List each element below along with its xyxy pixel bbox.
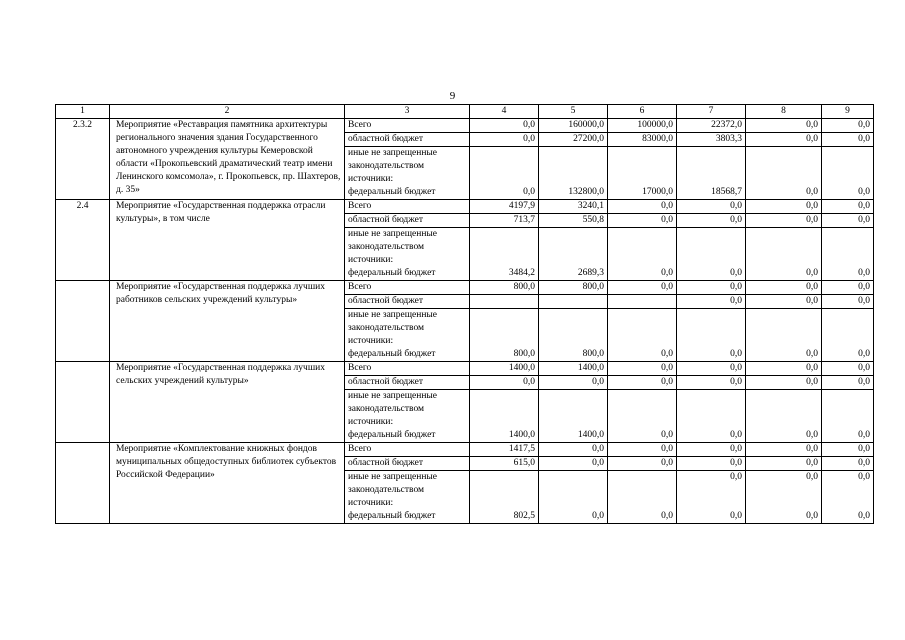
- funding-source: Всего: [345, 200, 470, 214]
- item-description: Мероприятие «Государственная поддержка отрасли культуры», в том числе: [110, 200, 345, 281]
- amount-cell: 802,5: [470, 471, 539, 524]
- amount-cell: 0,0: [822, 200, 874, 214]
- amount-cell: 0,0: [608, 362, 677, 376]
- amount-cell: [746, 471, 822, 524]
- item-description: Мероприятие «Государственная поддержка лучших сельских учреждений культуры»: [110, 362, 345, 443]
- amount-cell: 0,0: [746, 295, 822, 309]
- amount-cell: 0,0: [470, 147, 539, 200]
- amount-cell: 0,0: [822, 309, 874, 362]
- funding-source-line: законодательством: [348, 323, 425, 333]
- funding-source: [345, 228, 470, 281]
- amount-cell: 0,0: [539, 471, 608, 524]
- amount-cell: 0,0: [746, 147, 822, 200]
- funding-source-line: источники:: [348, 336, 394, 346]
- amount-cell: 0,0: [822, 295, 874, 309]
- funding-source-line: иные не запрещенные: [348, 472, 438, 482]
- funding-source: Всего: [345, 281, 470, 295]
- amount-cell: 0,0: [608, 376, 677, 390]
- amount-cell: 4197,9: [470, 200, 539, 214]
- funding-source-line: федеральный бюджет: [348, 430, 436, 440]
- amount-cell: 22372,0: [677, 119, 746, 133]
- amount-cell: 0,0: [677, 295, 746, 309]
- amount-cell: [822, 471, 874, 524]
- table-row: [56, 281, 874, 295]
- amount-cell: 27200,0: [539, 133, 608, 147]
- funding-source: Всего: [345, 119, 470, 133]
- amount-cell: 0,0: [470, 119, 539, 133]
- amount-cell: 0,0: [746, 214, 822, 228]
- funding-source-line: федеральный бюджет: [348, 187, 436, 197]
- header-cell: 2: [110, 105, 345, 119]
- amount-cell: 0,0: [539, 443, 608, 457]
- amount-cell: 100000,0: [608, 119, 677, 133]
- funding-source: [345, 309, 470, 362]
- amount-cell-value: 0,0: [858, 511, 870, 521]
- funding-source-line: законодательством: [348, 404, 425, 414]
- amount-cell: 1400,0: [539, 390, 608, 443]
- amount-cell: 0,0: [470, 133, 539, 147]
- header-row: [56, 105, 874, 119]
- item-code: 2.3.2: [56, 119, 110, 200]
- amount-cell: 0,0: [677, 228, 746, 281]
- amount-cell: 0,0: [608, 214, 677, 228]
- amount-cell: 0,0: [677, 200, 746, 214]
- header-cell: 4: [470, 105, 539, 119]
- amount-cell: [677, 471, 746, 524]
- amount-cell: 160000,0: [539, 119, 608, 133]
- funding-source-line: федеральный бюджет: [348, 349, 436, 359]
- amount-cell: 17000,0: [608, 147, 677, 200]
- amount-cell: 132800,0: [539, 147, 608, 200]
- amount-cell-value: 0,0: [806, 511, 818, 521]
- header-cell: 9: [822, 105, 874, 119]
- header-cell: 8: [746, 105, 822, 119]
- item-description: Мероприятие «Государственная поддержка лучших работников сельских учреждений культуры»: [110, 281, 345, 362]
- amount-cell: 0,0: [677, 390, 746, 443]
- funding-source-line: федеральный бюджет: [348, 511, 436, 521]
- amount-cell: 3240,1: [539, 200, 608, 214]
- funding-source: областной бюджет: [345, 295, 470, 309]
- funding-source-line: иные не запрещенные: [348, 391, 438, 401]
- amount-cell: 0,0: [677, 376, 746, 390]
- table-row: [56, 200, 874, 214]
- amount-cell: 0,0: [677, 214, 746, 228]
- amount-cell: [539, 295, 608, 309]
- amount-cell: 0,0: [677, 281, 746, 295]
- amount-cell: 0,0: [822, 133, 874, 147]
- amount-cell: 0,0: [746, 228, 822, 281]
- amount-cell: 800,0: [539, 281, 608, 295]
- funding-source: [345, 471, 470, 524]
- funding-source: областной бюджет: [345, 376, 470, 390]
- amount-cell-value: 0,0: [730, 511, 742, 521]
- amount-cell: 0,0: [822, 281, 874, 295]
- amount-cell: 0,0: [822, 362, 874, 376]
- amount-cell: 0,0: [746, 281, 822, 295]
- amount-cell: 0,0: [746, 133, 822, 147]
- funding-source-line: источники:: [348, 255, 394, 265]
- amount-cell: 0,0: [608, 228, 677, 281]
- amount-cell: 0,0: [677, 443, 746, 457]
- funding-source: областной бюджет: [345, 133, 470, 147]
- amount-cell: 800,0: [470, 309, 539, 362]
- amount-cell: 83000,0: [608, 133, 677, 147]
- table-row: [56, 119, 874, 133]
- amount-cell: 0,0: [822, 390, 874, 443]
- amount-cell: 1400,0: [470, 390, 539, 443]
- amount-cell: 18568,7: [677, 147, 746, 200]
- amount-cell: 0,0: [608, 281, 677, 295]
- item-code: [56, 443, 110, 524]
- item-description: Мероприятие «Реставрация памятника архитектуры регионального значения здания Государственного автономного учреждения культуры Кемеровской области «Прокопьевский драматический театр имени Ленинского комсомола», г. Прокопьевск, пр. Шахтеров, д. 35»: [110, 119, 345, 200]
- funding-source: областной бюджет: [345, 457, 470, 471]
- funding-source-line: законодательством: [348, 242, 425, 252]
- amount-cell: 800,0: [539, 309, 608, 362]
- amount-cell: 0,0: [746, 309, 822, 362]
- amount-cell: 0,0: [608, 390, 677, 443]
- table-row: [56, 362, 874, 376]
- amount-cell: 0,0: [608, 471, 677, 524]
- header-cell: 6: [608, 105, 677, 119]
- funding-source-line: источники:: [348, 498, 394, 508]
- amount-cell: 0,0: [608, 457, 677, 471]
- funding-source: областной бюджет: [345, 214, 470, 228]
- funding-source-line: федеральный бюджет: [348, 268, 436, 278]
- amount-cell: 713,7: [470, 214, 539, 228]
- amount-cell: 0,0: [539, 376, 608, 390]
- amount-cell: 0,0: [677, 457, 746, 471]
- amount-cell: 0,0: [608, 200, 677, 214]
- funding-source-line: иные не запрещенные: [348, 148, 438, 158]
- amount-cell: 3803,3: [677, 133, 746, 147]
- item-code: [56, 281, 110, 362]
- amount-cell: [470, 295, 539, 309]
- funding-source-line: источники:: [348, 174, 394, 184]
- table-row: [56, 443, 874, 457]
- amount-cell: 0,0: [746, 457, 822, 471]
- amount-cell: 0,0: [746, 443, 822, 457]
- amount-cell: 0,0: [822, 228, 874, 281]
- funding-source: Всего: [345, 443, 470, 457]
- amount-cell-top: 0,0: [806, 472, 818, 482]
- amount-cell: 0,0: [822, 457, 874, 471]
- header-cell: 1: [56, 105, 110, 119]
- amount-cell: 0,0: [822, 147, 874, 200]
- amount-cell: 615,0: [470, 457, 539, 471]
- item-code: [56, 362, 110, 443]
- amount-cell: 0,0: [608, 309, 677, 362]
- amount-cell: 3484,2: [470, 228, 539, 281]
- amount-cell: 0,0: [746, 200, 822, 214]
- amount-cell: 0,0: [677, 362, 746, 376]
- amount-cell: 550,8: [539, 214, 608, 228]
- amount-cell: 0,0: [822, 119, 874, 133]
- funding-source: [345, 147, 470, 200]
- amount-cell: 0,0: [746, 119, 822, 133]
- funding-source-line: законодательством: [348, 485, 425, 495]
- amount-cell: [608, 295, 677, 309]
- amount-cell: 1417,5: [470, 443, 539, 457]
- amount-cell: 0,0: [608, 443, 677, 457]
- amount-cell: 0,0: [677, 309, 746, 362]
- amount-cell: 0,0: [822, 214, 874, 228]
- amount-cell: 1400,0: [539, 362, 608, 376]
- funding-source-line: иные не запрещенные: [348, 229, 438, 239]
- amount-cell-top: 0,0: [858, 472, 870, 482]
- amount-cell: 0,0: [822, 443, 874, 457]
- budget-table: [55, 104, 874, 524]
- header-cell: 5: [539, 105, 608, 119]
- header-cell: 7: [677, 105, 746, 119]
- amount-cell: 800,0: [470, 281, 539, 295]
- funding-source-line: иные не запрещенные: [348, 310, 438, 320]
- amount-cell: 1400,0: [470, 362, 539, 376]
- amount-cell: 0,0: [822, 376, 874, 390]
- item-code: 2.4: [56, 200, 110, 281]
- amount-cell: 0,0: [539, 457, 608, 471]
- funding-source-line: источники:: [348, 417, 394, 427]
- item-description: Мероприятие «Комплектование книжных фондов муниципальных общедоступных библиотек субъектов Российской Федерации»: [110, 443, 345, 524]
- amount-cell: 2689,3: [539, 228, 608, 281]
- funding-source-line: законодательством: [348, 161, 425, 171]
- amount-cell: 0,0: [470, 376, 539, 390]
- page-number: 9: [449, 90, 456, 102]
- funding-source: [345, 390, 470, 443]
- amount-cell-top: 0,0: [730, 472, 742, 482]
- header-cell: 3: [345, 105, 470, 119]
- amount-cell: 0,0: [746, 362, 822, 376]
- amount-cell: 0,0: [746, 390, 822, 443]
- amount-cell: 0,0: [746, 376, 822, 390]
- funding-source: Всего: [345, 362, 470, 376]
